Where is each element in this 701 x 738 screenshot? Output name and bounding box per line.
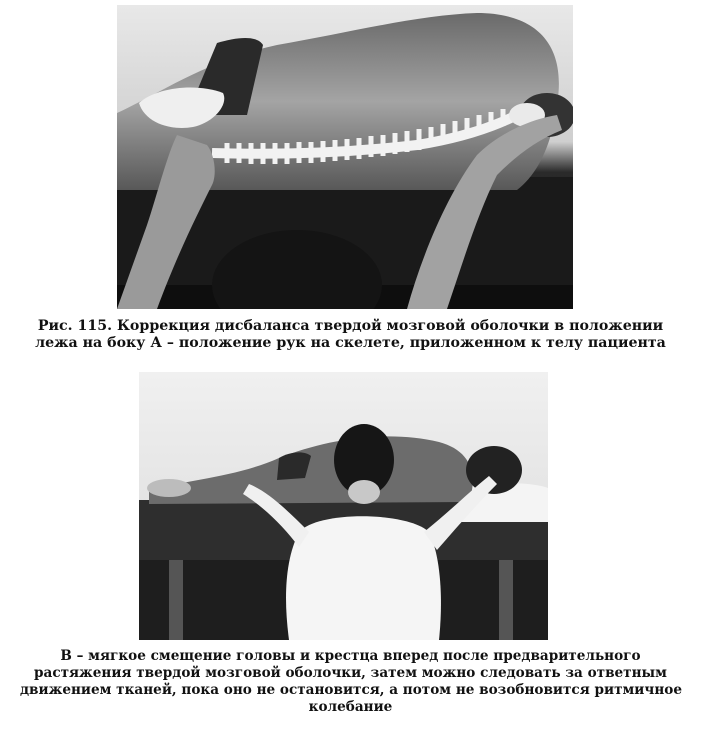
practitioner-neck (348, 480, 380, 504)
caption-b-line-4: колебание (308, 699, 393, 715)
table-leg (169, 560, 183, 640)
photo-b-treatment (139, 372, 548, 640)
caption-b-line-1: В – мягкое смещение головы и крестца вперед после предварительного (60, 648, 641, 664)
photo-a-illustration (117, 5, 573, 309)
practitioner-coat (286, 516, 441, 640)
caption-a-line-1: Рис. 115. Коррекция дисбаланса твердой мозговой оболочки в положении (37, 318, 664, 334)
photo-b-illustration (139, 372, 548, 640)
caption-a-line-2: лежа на боку А – положение рук на скелете, приложенном к телу пациента (35, 335, 666, 351)
figure-caption-a (20, 318, 681, 352)
figure-caption-b (20, 648, 681, 716)
caption-b-line-2: растяжения твердой мозговой оболочки, затем можно следовать за ответным (34, 665, 667, 681)
table-leg-right (499, 560, 513, 640)
caption-b-line-3: движением тканей, пока оно не остановится, а потом не возобновится ритмичное (20, 682, 683, 698)
patient-feet (147, 479, 191, 497)
photo-a-spine-model (117, 5, 573, 309)
